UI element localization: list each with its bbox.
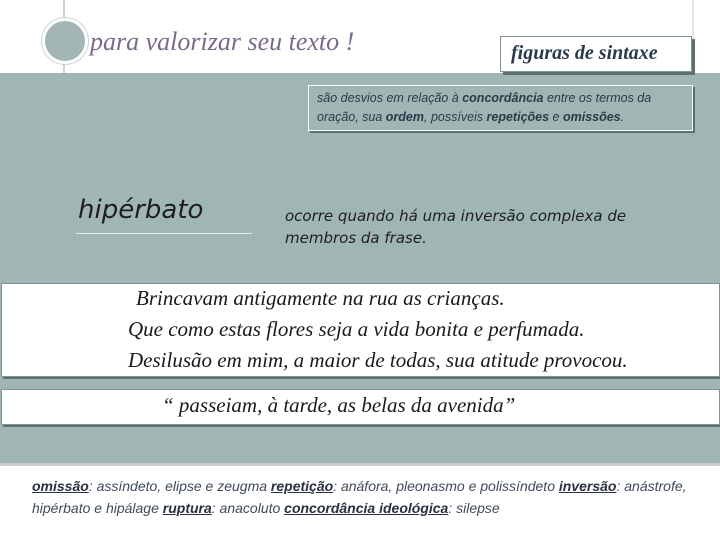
footer-keyword: omissão (32, 478, 89, 494)
section-subtitle: figuras de sintaxe (511, 42, 658, 64)
definition-part: são desvios em relação à (317, 91, 463, 105)
footer-summary (32, 475, 718, 519)
definition-keyword: concordância (462, 91, 544, 105)
term-underline (76, 233, 252, 234)
footer-keyword: ruptura (162, 500, 212, 516)
footer-keyword: concordância ideológica (284, 500, 449, 516)
definition-part: . (620, 110, 625, 124)
definition-box (308, 85, 693, 131)
definition-part: entre os termos da oração, sua (317, 91, 652, 124)
quote-box (1, 389, 720, 425)
example-sentence: Desilusão em mim, a maior de todas, sua atitude provocou. (128, 348, 628, 372)
content-area (0, 42, 720, 463)
footer-text: : anáfora, pleonasmo e polissíndeto (333, 478, 559, 494)
examples-box (1, 283, 720, 377)
footer-keyword: repetição (270, 478, 334, 494)
definition-part: , possíveis (424, 110, 487, 124)
term-heading: hipérbato (78, 195, 204, 225)
footer-divider (0, 463, 720, 466)
footer-keyword: inversão (558, 478, 617, 494)
example-sentence: Que como estas flores seja a vida bonita e perfumada. (128, 317, 585, 341)
footer-text: : anástrofe, hipérbato e hipálage (32, 478, 687, 516)
header-circle-ornament (42, 18, 88, 64)
definition-part: e (549, 110, 563, 124)
footer-text: : silepse (448, 500, 500, 516)
definition-keyword: repetições (486, 110, 550, 124)
subtitle-box (500, 36, 692, 72)
term-description: ocorre quando há uma inversão complexa de membros da frase. (285, 207, 627, 247)
definition-keyword: ordem (385, 110, 424, 124)
header-right-divider (692, 0, 694, 73)
quote-text: “ passeiam, à tarde, as belas da avenida” (162, 393, 516, 417)
definition-keyword: omissões (562, 110, 621, 124)
example-sentence: Brincavam antigamente na rua as crianças. (136, 286, 505, 310)
definition-text (317, 89, 689, 127)
page-title: para valorizar seu texto ! (90, 27, 355, 56)
footer-text: : anacoluto (211, 500, 285, 516)
footer-text: : assíndeto, elipse e zeugma (88, 478, 271, 494)
